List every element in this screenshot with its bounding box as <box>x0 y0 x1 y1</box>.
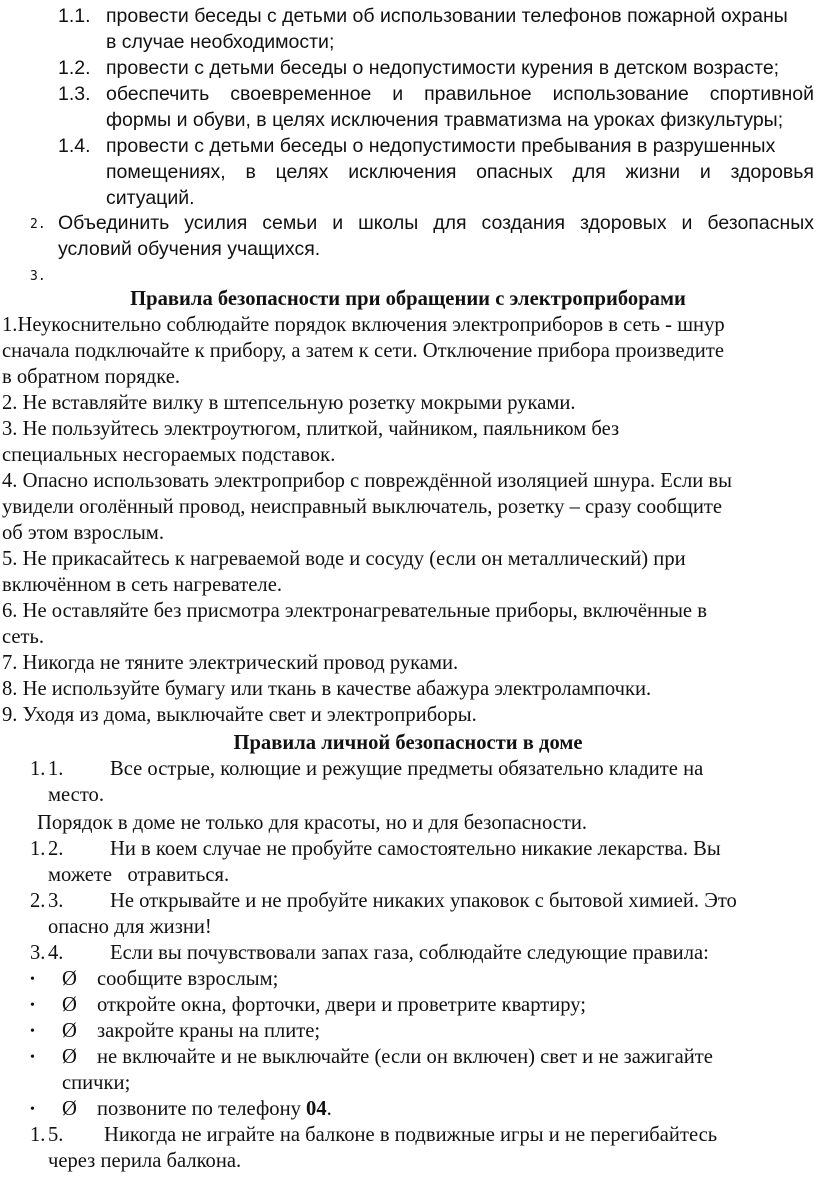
electro-rule-line: 2. Не вставляйте вилку в штепсельную розетку мокрыми руками. <box>2 392 576 414</box>
bullet-icon: • <box>30 972 35 987</box>
electro-rule-line: 1.Неукоснительно соблюдайте порядок включения электроприборов в сеть - шнур <box>2 314 725 336</box>
list-text-line: формы и обуви, в целях исключения травматизма на уроках физкультуры; <box>106 109 784 131</box>
list-text-line: в случае необходимости; <box>106 31 335 53</box>
arrow-marker-icon: Ø <box>62 1098 77 1120</box>
bullet-icon: • <box>30 1050 35 1065</box>
phone-number: 04 <box>306 1098 327 1120</box>
list-number: 1.1. <box>58 5 91 27</box>
item-text: через перила балкона. <box>48 1149 242 1172</box>
electro-rule-line: включённом в сеть нагревателе. <box>2 574 282 596</box>
item-text: Никогда не играйте на балконе в подвижные игры и не перегибайтесь <box>104 1124 718 1146</box>
bullet-text: позвоните по телефону <box>97 1098 307 1120</box>
list-number: 2. <box>30 217 46 232</box>
sub-number: 3. <box>48 890 64 912</box>
electro-rule-line: сначала подключайте к прибору, а затем к сети. Отключение прибора произведите <box>2 340 724 362</box>
list-number: 3. <box>30 942 46 964</box>
item-text: Не открывайте и не пробуйте никаких упаковок с бытовой химией. Это <box>110 890 737 912</box>
arrow-marker-icon: Ø <box>62 1046 77 1068</box>
sub-number: 1. <box>48 758 64 780</box>
electro-rule-line: об этом взрослым. <box>2 522 164 544</box>
list-number: 1. <box>30 758 46 780</box>
list-text-line: помещениях, в целях исключения опасных для жизни и здоровья <box>106 161 814 183</box>
bullet-text: не включайте и не выключайте (если он включен) свет и не зажигайте <box>97 1046 713 1068</box>
item-text: Все острые, колющие и режущие предметы обязательно кладите на <box>110 758 704 780</box>
bullet-icon: • <box>30 998 35 1013</box>
list-text-line: ситуаций. <box>106 187 195 209</box>
electro-rule-line: специальных несгораемых подставок. <box>2 444 336 466</box>
item-text: Ни в коем случае не пробуйте самостоятельно никакие лекарства. Вы <box>110 838 721 860</box>
sub-number: 4. <box>48 942 64 964</box>
bullet-text: откройте окна, форточки, двери и проветрите квартиру; <box>97 994 587 1016</box>
list-number: 2. <box>30 890 46 912</box>
electro-rule-line: 7. Никогда не тяните электрический провод руками. <box>2 652 459 674</box>
bullet-text: закройте краны на плите; <box>97 1020 321 1042</box>
item-text: опасно для жизни! <box>48 915 212 938</box>
electro-rule-line: 6. Не оставляйте без присмотра электронагревательные приборы, включённые в <box>2 600 707 622</box>
bullet-text: сообщите взрослым; <box>97 968 279 990</box>
electro-rule-line: сеть. <box>2 626 45 648</box>
electro-rule-line: в обратном порядке. <box>2 366 181 388</box>
arrow-marker-icon: Ø <box>62 968 77 990</box>
electro-rule-line: 8. Не используйте бумагу или ткань в качестве абажура электролампочки. <box>2 678 652 700</box>
bullet-icon: • <box>30 1024 35 1039</box>
list-number: 1.4. <box>58 135 91 157</box>
item-text: можете отравиться. <box>48 863 230 886</box>
electro-rule-line: 5. Не прикасайтесь к нагреваемой воде и сосуду (если он металлический) при <box>2 548 686 570</box>
list-number: 1.2. <box>58 57 91 79</box>
electro-rule-line: 3. Не пользуйтесь электроутюгом, плиткой, чайником, паяльником без <box>2 418 620 440</box>
arrow-marker-icon: Ø <box>62 1020 77 1042</box>
sub-number: 2. <box>48 838 64 860</box>
list-number: 1. <box>30 1124 46 1146</box>
list-text-line: Объединить усилия семьи и школы для создания здоровых и безопасных <box>58 212 814 234</box>
arrow-marker-icon: Ø <box>62 994 77 1016</box>
bullet-text-end: . <box>326 1098 332 1120</box>
item-text: место. <box>48 783 104 806</box>
list-text-line: провести с детьми беседы о недопустимости курения в детском возрасте; <box>106 57 780 79</box>
item-text: Если вы почувствовали запах газа, соблюдайте следующие правила: <box>110 942 709 964</box>
electro-rule-line: увидели оголённый провод, неисправный выключатель, розетку – сразу сообщите <box>2 496 722 518</box>
bullet-icon: • <box>30 1102 35 1117</box>
electro-rule-line: 9. Уходя из дома, выключайте свет и электроприборы. <box>2 704 477 726</box>
home-heading: Правила личной безопасности в доме <box>233 732 583 754</box>
list-text-line: провести с детьми беседы о недопустимости пребывания в разрушенных <box>106 135 776 157</box>
list-number: 1. <box>30 838 46 860</box>
electro-rule-line: 4. Опасно использовать электроприбор с повреждённой изоляцией шнура. Если вы <box>2 470 732 492</box>
bullet-text-continued: спички; <box>62 1072 131 1094</box>
sub-number: 5. <box>48 1124 64 1146</box>
list-number: 3. <box>30 269 46 284</box>
list-number: 1.3. <box>58 83 91 105</box>
electro-heading: Правила безопасности при обращении с электроприборами <box>130 288 686 310</box>
list-text-line: условий обучения учащихся. <box>58 238 321 260</box>
list-text-line: провести беседы с детьми об использовании телефонов пожарной охраны <box>106 5 788 27</box>
list-text-line: обеспечить своевременное и правильное использование спортивной <box>106 83 814 105</box>
home-plain-text: Порядок в доме не только для красоты, но и для безопасности. <box>37 812 588 834</box>
